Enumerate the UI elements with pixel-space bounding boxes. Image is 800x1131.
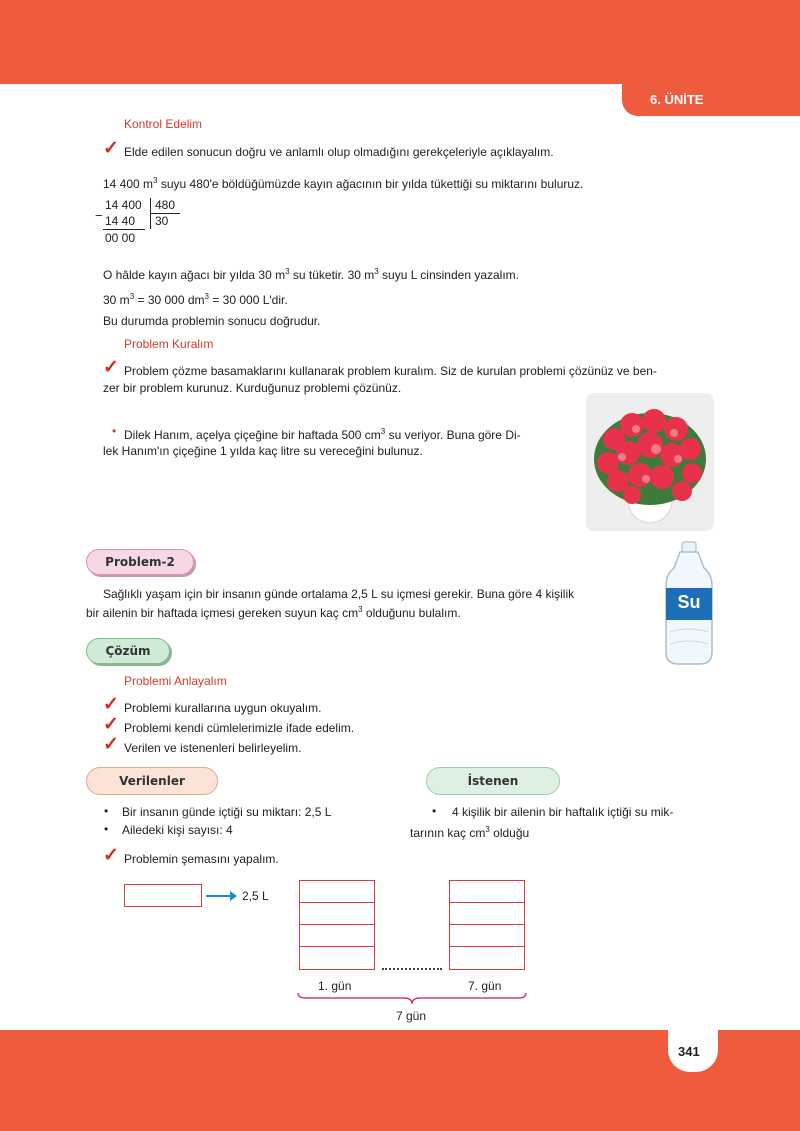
check-icon: ✓ <box>103 734 119 755</box>
check-icon: ✓ <box>103 138 119 159</box>
remainder: 00 00 <box>105 231 136 245</box>
kontrol-instruction: Elde edilen sonucun doğru ve anlamlı olup olmadığını gerekçeleriyle açıklayalım. <box>124 145 554 159</box>
day1-box-1 <box>299 880 375 904</box>
check-icon: ✓ <box>103 357 119 378</box>
sema-instruction: Problemin şemasını yapalım. <box>124 852 279 866</box>
cozum-step-3: Verilen ve istenenleri belirleyelim. <box>124 741 302 755</box>
long-division <box>95 197 183 247</box>
cozum-label: Çözüm <box>86 638 170 664</box>
cozum-step-2: Problemi kendi cümlelerimizle ifade edelim. <box>124 721 355 735</box>
arrow-line <box>206 895 232 897</box>
kontrol-line-4: Bu durumda problemin sonucu doğrudur. <box>103 314 321 328</box>
page-number: 341 <box>678 1044 700 1059</box>
check-icon: ✓ <box>103 845 119 866</box>
problem-2-text-2: bir ailenin bir haftada içmesi gereken suyun kaç $cm^3$ olduğunu bulalım. <box>86 605 461 620</box>
kontrol-line-2: O hâlde kayın ağacı bir yılda 30 $m^3$ su tüketir. 30 $m^3$ suyu L cinsinden yazalım. <box>103 267 520 282</box>
water-bottle-image <box>660 540 718 666</box>
verilen-item-1: Bir insanın günde içtiği su miktarı: 2,5 L <box>122 805 332 819</box>
check-icon: ✓ <box>103 694 119 715</box>
cozum-heading: Problemi Anlayalım <box>124 674 227 688</box>
bullet-icon: • <box>112 424 117 438</box>
quotient: 30 <box>155 214 169 228</box>
istenen-text-2: tarının kaç $cm^3$ olduğu <box>410 825 530 840</box>
partial-product: 14 40 <box>105 214 136 228</box>
day1-box-3 <box>299 924 375 948</box>
istenen-text-1: 4 kişilik bir ailenin bir haftalık içtiği su mik- <box>452 805 674 819</box>
kontrol-heading: Kontrol Edelim <box>124 117 203 131</box>
problem-2-text-1: Sağlıklı yaşam için bir insanın günde ortalama 2,5 L su içmesi gerekir. Buna göre 4 kişilik <box>103 587 575 601</box>
bullet-icon: • <box>104 804 109 818</box>
day1-label: 1. gün <box>318 979 352 993</box>
unit-value: 2,5 L <box>242 889 269 903</box>
day7-box-4 <box>449 946 525 970</box>
verilenler-label: Verilenler <box>86 767 218 795</box>
kural-problem-line-2: lek Hanım'ın çiçeğine 1 yılda kaç litre su vereceğini bulunuz. <box>103 444 423 458</box>
header-band <box>0 0 800 84</box>
bullet-icon: • <box>432 804 437 818</box>
minus-sign: − <box>95 208 103 223</box>
kontrol-line-3: 30 $m^3 = 30$ 000 $dm^3 = 30$ 000 L'dir. <box>103 292 288 307</box>
day7-box-3 <box>449 924 525 948</box>
istenen-label: İstenen <box>426 767 560 795</box>
unit-label: 6. ÜNİTE <box>650 92 704 107</box>
azalea-flower-image <box>586 393 714 531</box>
unit-tab <box>622 84 800 116</box>
day1-box-4 <box>299 946 375 970</box>
cozum-step-1: Problemi kurallarına uygun okuyalım. <box>124 701 322 715</box>
kontrol-line-1: 14 400 $m^3$ suyu 480'e böldüğümüzde kayın ağacının bir yılda tükettiği su miktarını buluruz. <box>103 176 584 191</box>
bullet-icon: • <box>104 822 109 836</box>
day7-box-1 <box>449 880 525 904</box>
unit-box <box>124 884 202 907</box>
day1-box-2 <box>299 902 375 926</box>
kural-instruction-1: Problem çözme basamaklarını kullanarak problem kuralım. Siz de kurulan problemi çözünüz ve ben- <box>124 364 657 378</box>
day7-box-2 <box>449 902 525 926</box>
kural-problem-line-1: Dilek Hanım, açelya çiçeğine bir haftada 500 $cm^3$ su veriyor. Buna göre Di- <box>124 427 521 442</box>
divisor: 480 <box>155 198 176 212</box>
problem-2-label: Problem-2 <box>86 549 194 575</box>
kural-instruction-2: zer bir problem kurunuz. Kurduğunuz problemi çözünüz. <box>103 381 402 395</box>
ellipsis-dots <box>382 968 442 970</box>
arrow-right-icon <box>230 891 237 901</box>
dividend: 14 400 <box>105 198 142 212</box>
bottle-label: Su <box>677 592 701 612</box>
total-days-label: 7 gün <box>396 1009 427 1023</box>
brace-icon <box>296 992 528 1006</box>
day7-label: 7. gün <box>468 979 502 993</box>
kural-heading: Problem Kuralım <box>124 337 214 351</box>
verilen-item-2: Ailedeki kişi sayısı: 4 <box>122 823 233 837</box>
check-icon: ✓ <box>103 714 119 735</box>
